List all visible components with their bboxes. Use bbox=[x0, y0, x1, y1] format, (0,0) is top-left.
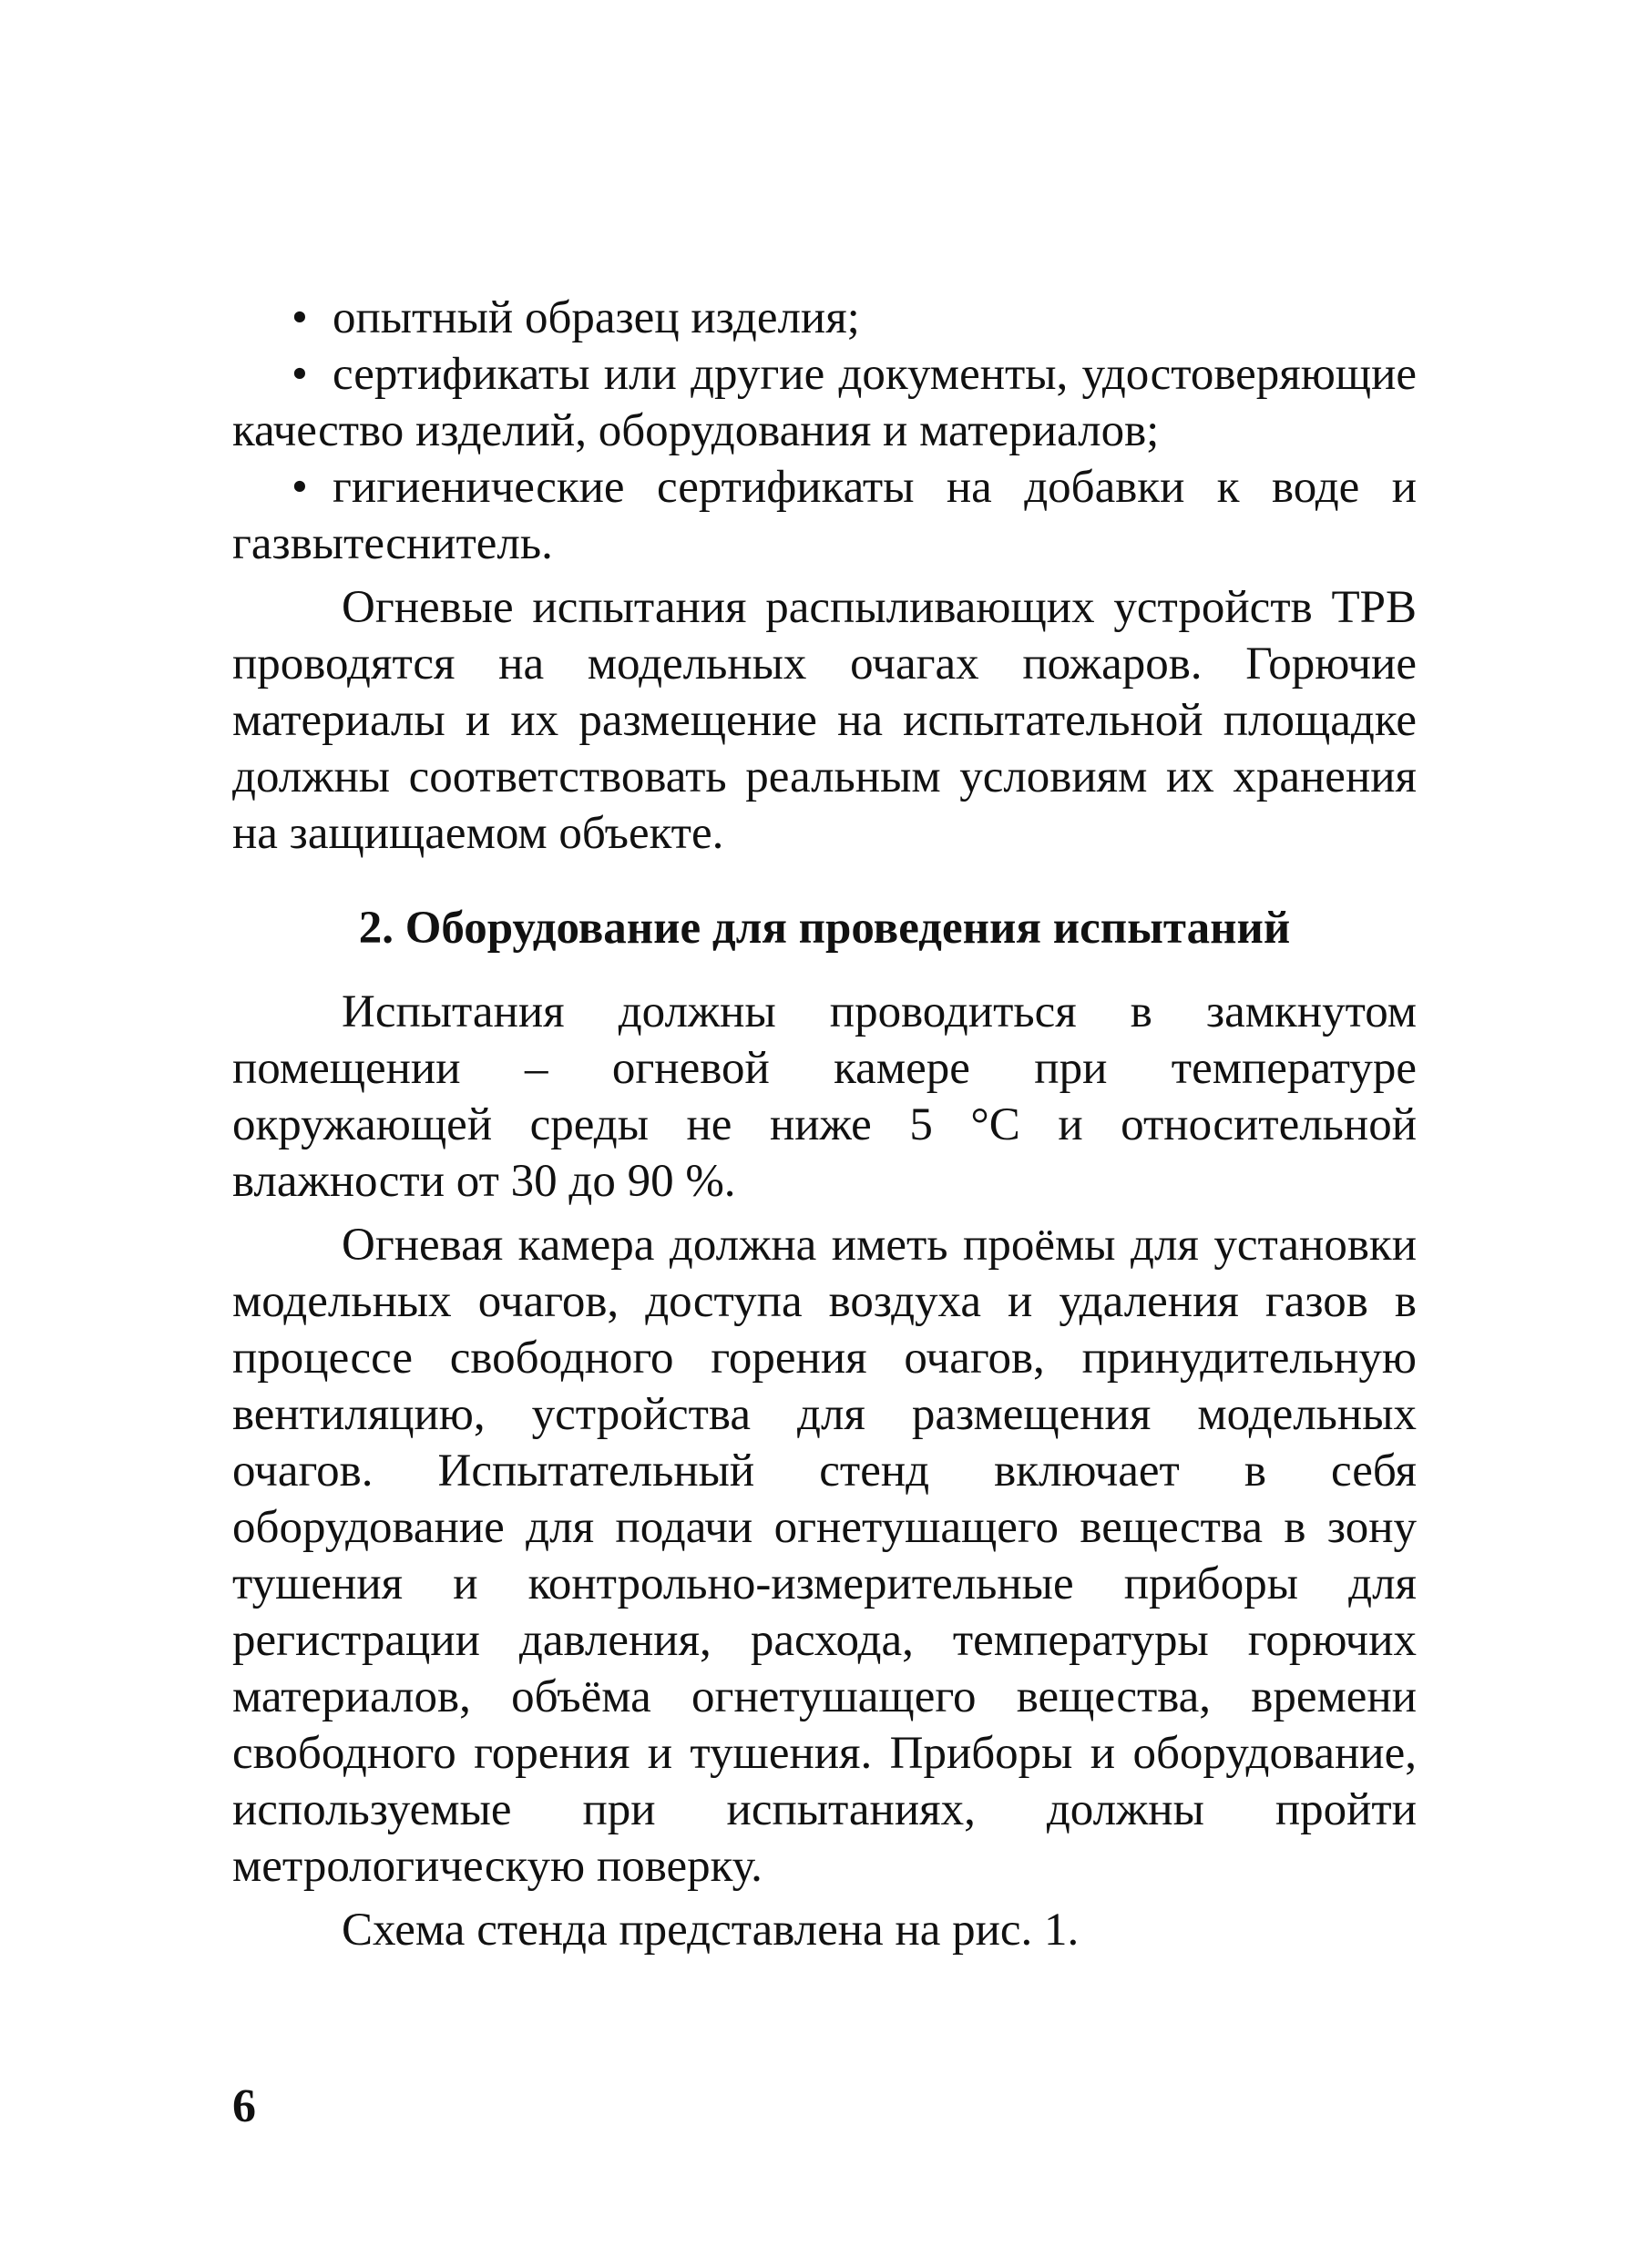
section-heading: 2. Оборудование для проведения испытаний bbox=[358, 903, 1291, 954]
page-number: 6 bbox=[232, 2080, 256, 2132]
spacer bbox=[232, 1895, 1417, 1902]
bullet-item bbox=[232, 290, 1417, 346]
bullet-text: опытный образец изделия; bbox=[333, 292, 860, 343]
bullet-icon: • bbox=[292, 462, 308, 513]
bullet-text: сертификаты или другие документы, удостоверяющие качество изделий, оборудования и материалов; bbox=[232, 349, 1417, 456]
paragraph-stand-scheme: Схема стенда представлена на рис. 1. bbox=[342, 1905, 1080, 1956]
paragraph-test-conditions: Испытания должны проводиться в замкнутом помещении – огневой камере при температуре окружающей среды не ниже 5 °С и относительной влажности от 30 до 90 %. bbox=[232, 986, 1417, 1207]
bullet-text: гигиенические сертификаты на добавки к воде и газвытеснитель. bbox=[232, 462, 1417, 569]
paragraph-fire-tests: Огневые испытания распыливающих устройств ТРВ проводятся на модельных очагах пожаров. Горючие материалы и их размещение на испытательной площадке должны соответствовать реальным условиям их хранения на защищаемом объекте. bbox=[232, 582, 1417, 859]
spacer bbox=[232, 572, 1417, 579]
bullet-item bbox=[232, 346, 1417, 459]
spacer bbox=[232, 1210, 1417, 1217]
bullet-item bbox=[232, 459, 1417, 572]
bullet-icon: • bbox=[292, 349, 308, 400]
page-body bbox=[232, 290, 1417, 1958]
bullet-icon: • bbox=[292, 292, 308, 343]
paragraph-fire-chamber: Огневая камера должна иметь проёмы для установки модельных очагов, доступа воздуха и удаления газов в процессе свободного горения очагов, принудительную вентиляцию, устройства для размещения модельных очагов. Испытательный стенд включает в себя оборудование для подачи огнетушащего вещества в зону тушения и контрольно-измерительные приборы для регистрации давления, расхода, температуры горючих материалов, объёма огнетушащего вещества, времени свободного горения и тушения. Приборы и оборудование, используемые при испытаниях, должны пройти метрологическую поверку. bbox=[232, 1220, 1417, 1892]
